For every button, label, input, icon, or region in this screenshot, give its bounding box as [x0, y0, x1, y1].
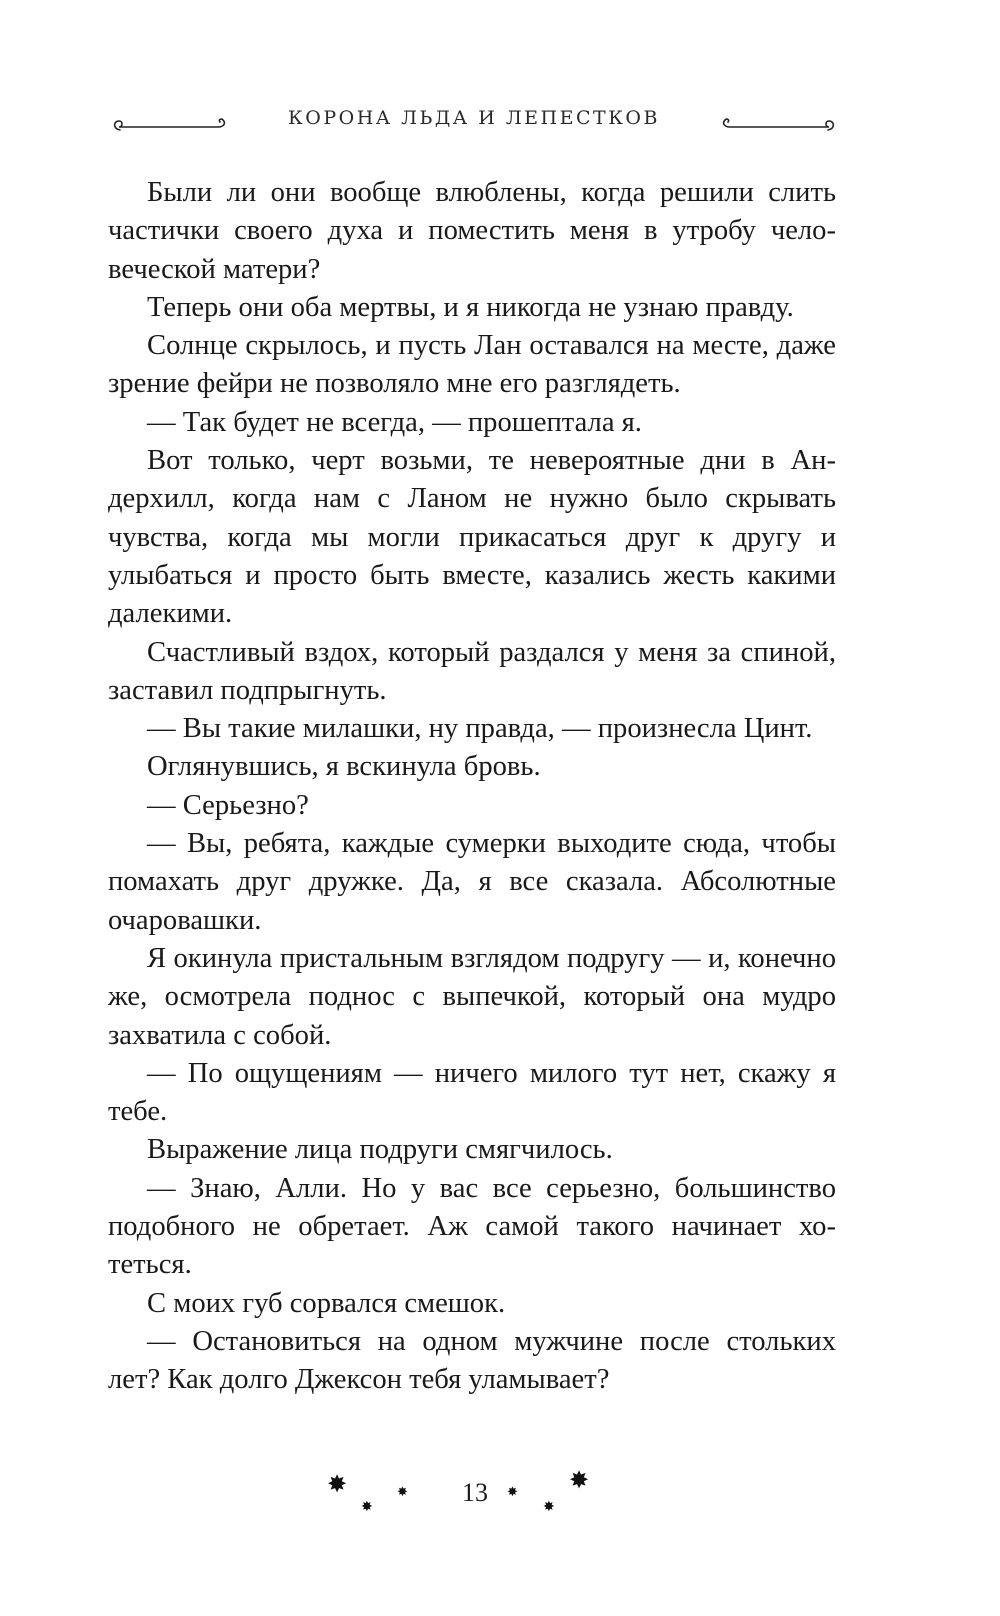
- paragraph: — Вы, ребята, каждые сумерки выходите сюда, чтобы помахать друг дружке. Да, я все сказала. Абсолютные очаровашки.: [108, 828, 836, 936]
- paragraph: Я окинула пристальным взглядом подругу — и, конечно же, осмотрела поднос с выпечкой, который она мудро захватила с собой.: [108, 942, 836, 1051]
- page-footer: [325, 1466, 625, 1536]
- paragraph: Оглянувшись, я вскинула бровь.: [147, 751, 541, 783]
- paragraph: — По ощущениям — ничего милого тут нет, скажу я тебе.: [108, 1057, 836, 1128]
- paragraph: Были ли они вообще влюблены, когда решили слить частички своего духа и поместить меня в утробу человеческой матери?: [108, 177, 836, 285]
- paragraph: Выражение лица подруги смягчилось.: [147, 1134, 613, 1166]
- running-header: [110, 103, 838, 143]
- paragraph: — Серьезно?: [147, 789, 309, 821]
- paragraph: С моих губ сорвался смешок.: [147, 1287, 506, 1319]
- star-ornament-icon: ✸: [327, 1470, 348, 1498]
- paragraph: — Знаю, Алли. Но у вас все серьезно, большинство подобного не обретает. Аж самой такого начинает хотеться.: [108, 1172, 836, 1281]
- paragraph: Теперь они оба мертвы, и я никогда не узнаю правду.: [147, 291, 794, 323]
- star-ornament-icon: ✸: [543, 1499, 555, 1515]
- star-ornament-icon: ✸: [361, 1499, 373, 1515]
- paragraph: — Так будет не всегда, — прошептала я.: [147, 406, 642, 438]
- paragraph: — Остановиться на одном мужчине после стольких лет? Как долго Джексон тебя уламывает?: [108, 1325, 836, 1396]
- book-title: КОРОНА ЛЬДА И ЛЕПЕСТКОВ: [288, 107, 660, 129]
- paragraph: Счастливый вздох, который раздался у меня за спиной, заставил подпрыгнуть.: [108, 636, 836, 706]
- star-ornament-icon: ✸: [507, 1485, 518, 1500]
- paragraph: Вот только, черт возьми, те невероятные дни в Андерхилл, когда нам с Ланом не нужно было скрывать чувства, когда мы могли прикасаться друг к другу и улыбаться и просто быть вместе, казались жесть какими далекими.: [108, 445, 836, 630]
- flourish-right-ornament: [713, 107, 838, 135]
- star-ornament-icon: ✸: [569, 1466, 590, 1494]
- page-number: 13: [462, 1478, 488, 1507]
- paragraph: Солнце скрылось, и пусть Лан оставался на месте, даже зрение фейри не позволяло мне его разглядеть.: [108, 330, 836, 400]
- star-ornament-icon: ✸: [397, 1485, 408, 1500]
- paragraph: — Вы такие милашки, ну правда, — произнесла Цинт.: [147, 713, 813, 745]
- page-body: [108, 174, 836, 1400]
